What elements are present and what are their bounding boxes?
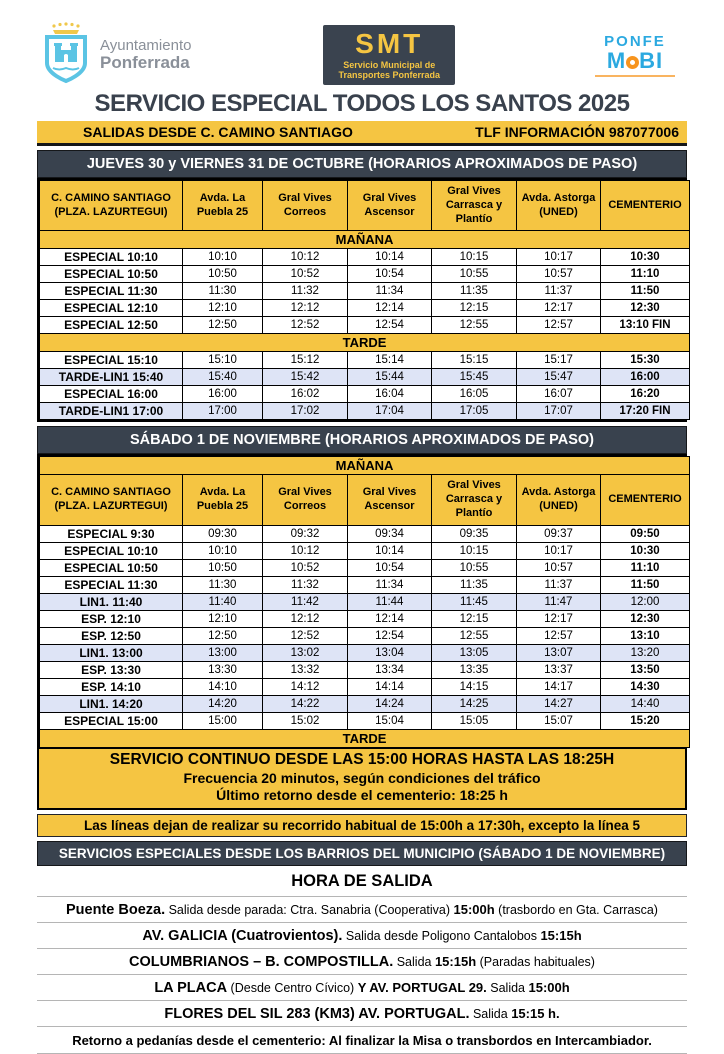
barrios-header-bar: SERVICIOS ESPECIALES DESDE LOS BARRIOS DEL MUNICIPIO (SÁBADO 1 DE NOVIEMBRE): [37, 841, 687, 866]
stop-time-cell: 10:10: [183, 249, 263, 266]
column-header: Gral Vives Correos: [263, 181, 348, 231]
stop-time-cell: 10:54: [348, 266, 432, 283]
cemetery-time-cell: 13:10: [601, 627, 690, 644]
column-header: Gral Vives Ascensor: [348, 475, 432, 525]
phone-info-label: TLF INFORMACIÓN 987077006: [475, 124, 679, 140]
stop-time-cell: 10:14: [348, 542, 432, 559]
service-label-cell: ESP. 12:10: [40, 610, 183, 627]
section-band-label: MAÑANA: [40, 231, 690, 249]
route-segment: AV. GALICIA (Cuatrovientos).: [142, 927, 343, 944]
column-header: C. CAMINO SANTIAGO (PLZA. LAZURTEGUI): [40, 181, 183, 231]
stop-time-cell: 10:14: [348, 249, 432, 266]
stop-time-cell: 13:05: [432, 644, 517, 661]
stop-time-cell: 10:12: [263, 542, 348, 559]
stop-time-cell: 13:00: [183, 644, 263, 661]
stop-time-cell: 09:32: [263, 525, 348, 542]
stop-time-cell: 09:34: [348, 525, 432, 542]
stop-time-cell: 12:54: [348, 627, 432, 644]
cemetery-time-cell: 10:30: [601, 249, 690, 266]
service-label-cell: ESPECIAL 10:50: [40, 266, 183, 283]
timetable-row: [40, 352, 690, 369]
stop-time-cell: 13:35: [432, 661, 517, 678]
last-return-line: Último retorno desde el cementerio: 18:25 h: [216, 786, 508, 803]
cemetery-time-cell: 16:20: [601, 386, 690, 403]
info-bar: [37, 121, 687, 146]
cemetery-time-cell: 12:30: [601, 610, 690, 627]
stop-time-cell: 14:24: [348, 695, 432, 712]
section-band-label: TARDE: [40, 334, 690, 352]
route-row: [37, 949, 687, 975]
stop-time-cell: 15:17: [517, 352, 601, 369]
cemetery-time-cell: 12:00: [601, 593, 690, 610]
poster-content: [37, 22, 687, 1054]
timetable-nov-wrap: [37, 454, 687, 809]
mobi-wordmark: [587, 47, 683, 73]
stop-time-cell: 10:15: [432, 249, 517, 266]
stop-time-cell: 10:50: [183, 266, 263, 283]
cemetery-time-cell: 11:10: [601, 266, 690, 283]
section-band-row: [40, 231, 690, 249]
route-segment: 15:15h: [434, 953, 477, 969]
route-segment: 15:00h: [453, 901, 495, 917]
stop-time-cell: 14:10: [183, 678, 263, 695]
route-segment: LA PLACA: [154, 979, 228, 996]
timetable-row: [40, 249, 690, 266]
stop-time-cell: 16:05: [432, 386, 517, 403]
cemetery-time-cell: 14:40: [601, 695, 690, 712]
stop-time-cell: 15:12: [263, 352, 348, 369]
stop-time-cell: 12:50: [183, 317, 263, 334]
service-label-cell: TARDE-LIN1 17:00: [40, 403, 183, 420]
timetable-row: [40, 403, 690, 420]
stop-time-cell: 14:25: [432, 695, 517, 712]
stop-time-cell: 10:50: [183, 559, 263, 576]
section2-header-bar: SÁBADO 1 DE NOVIEMBRE (HORARIOS APROXIMADOS DE PASO): [37, 426, 687, 454]
stop-time-cell: 09:35: [432, 525, 517, 542]
stop-time-cell: 12:50: [183, 627, 263, 644]
stop-time-cell: 10:17: [517, 542, 601, 559]
timetable-row: [40, 525, 690, 542]
route-segment: COLUMBRIANOS – B. COMPOSTILLA.: [129, 953, 394, 970]
stop-time-cell: 11:47: [517, 593, 601, 610]
stop-time-cell: 15:02: [263, 712, 348, 729]
timetable-row: [40, 627, 690, 644]
stop-time-cell: 12:12: [263, 300, 348, 317]
lines-suspension-notice: Las líneas dejan de realizar su recorrido habitual de 15:00h a 17:30h, excepto la línea 5: [37, 814, 687, 837]
stop-time-cell: 14:15: [432, 678, 517, 695]
cemetery-time-cell: 17:20 FIN: [601, 403, 690, 420]
ponfemobi-logo: [587, 34, 683, 77]
timetable-row: [40, 317, 690, 334]
route-row: [37, 1001, 687, 1027]
stop-time-cell: 12:10: [183, 300, 263, 317]
cemetery-time-cell: 09:50: [601, 525, 690, 542]
continuous-service-line: SERVICIO CONTINUO DESDE LAS 15:00 HORAS HASTA LAS 18:25H: [109, 750, 615, 768]
stop-time-cell: 13:07: [517, 644, 601, 661]
service-label-cell: ESPECIAL 16:00: [40, 386, 183, 403]
column-header: Gral Vives Ascensor: [348, 181, 432, 231]
frequency-line: Frecuencia 20 minutos, según condiciones del tráfico: [183, 769, 541, 786]
stop-time-cell: 10:52: [263, 559, 348, 576]
section-band-label: MAÑANA: [40, 457, 690, 475]
stop-time-cell: 15:42: [263, 369, 348, 386]
stop-time-cell: 14:22: [263, 695, 348, 712]
timetable-row: [40, 593, 690, 610]
timetable-row: [40, 576, 690, 593]
ponferrada-label: Ponferrada: [100, 52, 190, 72]
timetable-row: [40, 266, 690, 283]
stop-time-cell: 15:05: [432, 712, 517, 729]
stop-time-cell: 11:34: [348, 283, 432, 300]
stop-time-cell: 11:32: [263, 576, 348, 593]
return-info-footer: Retorno a pedanías desde el cementerio: Al finalizar la Misa o transbordos en Intercambiador.: [37, 1027, 687, 1054]
stop-time-cell: 14:12: [263, 678, 348, 695]
stop-time-cell: 12:55: [432, 317, 517, 334]
cemetery-time-cell: 13:10 FIN: [601, 317, 690, 334]
section-band-row: [40, 729, 690, 747]
service-label-cell: LIN1. 11:40: [40, 593, 183, 610]
stop-time-cell: 11:35: [432, 283, 517, 300]
column-header: Gral Vives Correos: [263, 475, 348, 525]
stop-time-cell: 15:15: [432, 352, 517, 369]
section-band-label: TARDE: [40, 729, 690, 747]
route-segment: Salida desde Poligono Cantalobos: [342, 928, 541, 943]
smt-acronym: SMT: [355, 27, 424, 59]
route-segment: 15:00h: [528, 979, 570, 995]
ponfe-wordmark: PONFE: [604, 32, 666, 50]
mobi-o-icon: [626, 56, 639, 69]
column-header: C. CAMINO SANTIAGO (PLZA. LAZURTEGUI): [40, 475, 183, 525]
section-band-row: [40, 457, 690, 475]
ayuntamiento-logo-text: [100, 38, 191, 72]
route-segment: 15:15 h.: [511, 1005, 560, 1021]
stop-time-cell: 15:40: [183, 369, 263, 386]
cemetery-time-cell: 16:00: [601, 369, 690, 386]
route-segment: (Desde Centro Cívico): [227, 980, 358, 995]
cemetery-time-cell: 15:30: [601, 352, 690, 369]
stop-time-cell: 15:04: [348, 712, 432, 729]
route-row: [37, 975, 687, 1001]
stop-time-cell: 16:00: [183, 386, 263, 403]
section-band-row: [40, 334, 690, 352]
service-label-cell: ESP. 14:10: [40, 678, 183, 695]
service-label-cell: ESP. 12:50: [40, 627, 183, 644]
timetable-row: [40, 542, 690, 559]
stop-time-cell: 14:27: [517, 695, 601, 712]
route-segment: Salida desde parada: Ctra. Sanabria (Cooperativa): [165, 902, 454, 917]
hora-de-salida-heading: HORA DE SALIDA: [37, 866, 687, 897]
stop-time-cell: 10:17: [517, 249, 601, 266]
stop-time-cell: 12:54: [348, 317, 432, 334]
cemetery-time-cell: 15:20: [601, 712, 690, 729]
stop-time-cell: 11:32: [263, 283, 348, 300]
stop-time-cell: 13:04: [348, 644, 432, 661]
stop-time-cell: 14:20: [183, 695, 263, 712]
service-label-cell: ESPECIAL 12:10: [40, 300, 183, 317]
stop-time-cell: 10:15: [432, 542, 517, 559]
column-header: Gral Vives Carrasca y Plantío: [432, 181, 517, 231]
timetable-row: [40, 386, 690, 403]
smt-logo: [323, 25, 455, 85]
column-header: CEMENTERIO: [601, 475, 690, 525]
stop-time-cell: 12:57: [517, 627, 601, 644]
ayuntamiento-label: Ayuntamiento: [100, 37, 192, 55]
timetable-row: [40, 283, 690, 300]
stop-time-cell: 12:15: [432, 610, 517, 627]
column-header: CEMENTERIO: [601, 181, 690, 231]
stop-time-cell: 16:02: [263, 386, 348, 403]
mobi-bi: BI: [639, 47, 664, 73]
section1-header-bar: JUEVES 30 y VIERNES 31 DE OCTUBRE (HORARIOS APROXIMADOS DE PASO): [37, 150, 687, 178]
service-label-cell: ESPECIAL 15:00: [40, 712, 183, 729]
stop-time-cell: 10:54: [348, 559, 432, 576]
stop-time-cell: 17:05: [432, 403, 517, 420]
timetable-row: [40, 712, 690, 729]
stop-time-cell: 10:12: [263, 249, 348, 266]
mobi-m: M: [606, 47, 627, 73]
column-header: Avda. Astorga (UNED): [517, 475, 601, 525]
cemetery-time-cell: 14:30: [601, 678, 690, 695]
route-segment: (trasbordo en Gta. Carrasca): [494, 902, 658, 917]
route-segment: Salida: [486, 980, 529, 995]
stop-time-cell: 17:00: [183, 403, 263, 420]
stop-time-cell: 10:52: [263, 266, 348, 283]
stop-time-cell: 09:37: [517, 525, 601, 542]
column-header-row: [40, 475, 690, 525]
stop-time-cell: 11:34: [348, 576, 432, 593]
stop-time-cell: 11:30: [183, 576, 263, 593]
stop-time-cell: 12:10: [183, 610, 263, 627]
stop-time-cell: 14:14: [348, 678, 432, 695]
stop-time-cell: 11:37: [517, 283, 601, 300]
stop-time-cell: 12:14: [348, 300, 432, 317]
stop-time-cell: 10:55: [432, 266, 517, 283]
smt-subtitle: [338, 60, 440, 81]
stop-time-cell: 15:10: [183, 352, 263, 369]
timetable-oct-wrap: [37, 178, 687, 422]
timetable-row: [40, 644, 690, 661]
ponfemobi-tagline-rule: [595, 75, 675, 77]
stop-time-cell: 13:34: [348, 661, 432, 678]
stop-time-cell: 11:30: [183, 283, 263, 300]
route-segment: 15:15h: [540, 927, 582, 943]
stop-time-cell: 17:07: [517, 403, 601, 420]
service-label-cell: ESPECIAL 11:30: [40, 576, 183, 593]
timetable-row: [40, 610, 690, 627]
stop-time-cell: 15:44: [348, 369, 432, 386]
cemetery-time-cell: 11:50: [601, 283, 690, 300]
route-segment: Salida: [393, 954, 435, 969]
column-header: Avda. La Puebla 25: [183, 475, 263, 525]
stop-time-cell: 10:57: [517, 559, 601, 576]
route-segment: FLORES DEL SIL 283 (KM3) AV. PORTUGAL.: [164, 1005, 470, 1022]
timetable-row: [40, 369, 690, 386]
service-label-cell: ESPECIAL 12:50: [40, 317, 183, 334]
stop-time-cell: 12:14: [348, 610, 432, 627]
timetable-row: [40, 678, 690, 695]
cemetery-time-cell: 10:30: [601, 542, 690, 559]
service-label-cell: ESPECIAL 9:30: [40, 525, 183, 542]
route-segment: Puente Boeza.: [66, 901, 166, 918]
stop-time-cell: 09:30: [183, 525, 263, 542]
ayuntamiento-logo: [41, 22, 191, 89]
column-header: Avda. Astorga (UNED): [517, 181, 601, 231]
smt-subtitle-line2: Transportes Ponferrada: [338, 70, 440, 80]
stop-time-cell: 13:02: [263, 644, 348, 661]
stop-time-cell: 16:04: [348, 386, 432, 403]
stop-time-cell: 13:37: [517, 661, 601, 678]
stop-time-cell: 12:57: [517, 317, 601, 334]
column-header: Gral Vives Carrasca y Plantío: [432, 475, 517, 525]
service-label-cell: ESPECIAL 11:30: [40, 283, 183, 300]
stop-time-cell: 12:52: [263, 317, 348, 334]
stop-time-cell: 10:55: [432, 559, 517, 576]
timetable-row: [40, 695, 690, 712]
page-title: SERVICIO ESPECIAL TODOS LOS SANTOS 2025: [94, 90, 630, 117]
service-label-cell: ESPECIAL 10:10: [40, 249, 183, 266]
stop-time-cell: 10:10: [183, 542, 263, 559]
service-label-cell: ESPECIAL 15:10: [40, 352, 183, 369]
route-row: [37, 923, 687, 949]
timetable-row: [40, 300, 690, 317]
stop-time-cell: 12:17: [517, 300, 601, 317]
stop-time-cell: 17:04: [348, 403, 432, 420]
logo-row: [37, 22, 687, 88]
barrios-route-list: [37, 897, 687, 1027]
service-label-cell: LIN1. 14:20: [40, 695, 183, 712]
stop-time-cell: 11:42: [263, 593, 348, 610]
stop-time-cell: 15:07: [517, 712, 601, 729]
stop-time-cell: 15:00: [183, 712, 263, 729]
route-segment: Salida: [469, 1006, 512, 1021]
stop-time-cell: 14:17: [517, 678, 601, 695]
service-label-cell: LIN1. 13:00: [40, 644, 183, 661]
stop-time-cell: 12:55: [432, 627, 517, 644]
ponferrada-shield-icon: [41, 22, 91, 89]
service-label-cell: ESPECIAL 10:50: [40, 559, 183, 576]
service-label-cell: ESP. 13:30: [40, 661, 183, 678]
cemetery-time-cell: 13:20: [601, 644, 690, 661]
stop-time-cell: 15:47: [517, 369, 601, 386]
stop-time-cell: 15:45: [432, 369, 517, 386]
cemetery-time-cell: 12:30: [601, 300, 690, 317]
stop-time-cell: 11:45: [432, 593, 517, 610]
stop-time-cell: 11:35: [432, 576, 517, 593]
stop-time-cell: 16:07: [517, 386, 601, 403]
tarde-continuous-service-block: [39, 748, 685, 808]
column-header-row: [40, 181, 690, 231]
stop-time-cell: 12:15: [432, 300, 517, 317]
stop-time-cell: 11:37: [517, 576, 601, 593]
route-row: [37, 897, 687, 923]
stop-time-cell: 10:57: [517, 266, 601, 283]
cemetery-time-cell: 11:10: [601, 559, 690, 576]
stop-time-cell: 11:44: [348, 593, 432, 610]
column-header: Avda. La Puebla 25: [183, 181, 263, 231]
timetable-row: [40, 559, 690, 576]
smt-subtitle-line1: Servicio Municipal de: [343, 59, 436, 70]
route-segment: (Paradas habituales): [476, 954, 595, 969]
salidas-label: SALIDAS DESDE C. CAMINO SANTIAGO: [83, 124, 353, 140]
service-label-cell: ESPECIAL 10:10: [40, 542, 183, 559]
cemetery-time-cell: 11:50: [601, 576, 690, 593]
timetable-oct-30-31: [39, 180, 690, 420]
route-segment: Y AV. PORTUGAL 29.: [357, 979, 487, 995]
stop-time-cell: 13:32: [263, 661, 348, 678]
stop-time-cell: 12:12: [263, 610, 348, 627]
stop-time-cell: 17:02: [263, 403, 348, 420]
stop-time-cell: 12:17: [517, 610, 601, 627]
service-label-cell: TARDE-LIN1 15:40: [40, 369, 183, 386]
timetable-row: [40, 661, 690, 678]
stop-time-cell: 12:52: [263, 627, 348, 644]
timetable-nov-1: [39, 456, 690, 747]
stop-time-cell: 11:40: [183, 593, 263, 610]
stop-time-cell: 15:14: [348, 352, 432, 369]
stop-time-cell: 13:30: [183, 661, 263, 678]
cemetery-time-cell: 13:50: [601, 661, 690, 678]
